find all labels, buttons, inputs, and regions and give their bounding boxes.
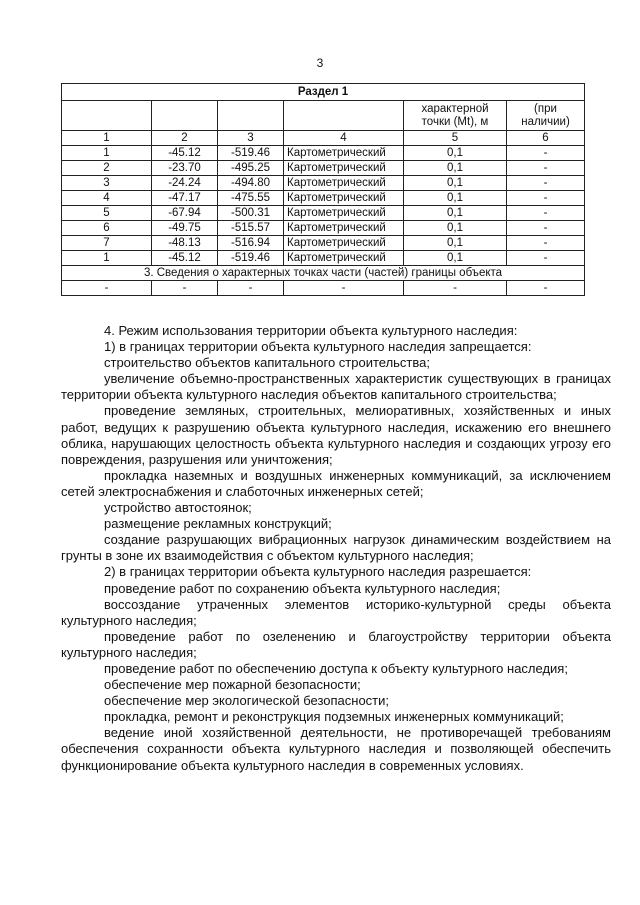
paragraph: размещение рекламных конструкций; <box>104 516 332 532</box>
header-row <box>62 101 585 131</box>
table-row <box>62 221 585 236</box>
point-number: 5 <box>62 206 152 221</box>
paragraph: прокладка, ремонт и реконструкция подземных инженерных коммуникаций; <box>104 709 564 725</box>
table-row <box>62 176 585 191</box>
section-title: Раздел 1 <box>62 84 585 101</box>
description: - <box>507 146 585 161</box>
header-cell <box>284 101 404 131</box>
coord-x: -23.70 <box>152 161 218 176</box>
paragraph: 1) в границах территории объекта культурного наследия запрещается: <box>104 339 532 355</box>
method: Картометрический <box>284 251 404 266</box>
precision: 0,1 <box>404 221 507 236</box>
table-row <box>62 146 585 161</box>
coord-y: -519.46 <box>218 146 284 161</box>
column-numbers-row <box>62 131 585 146</box>
point-number: 4 <box>62 191 152 206</box>
point-number: 7 <box>62 236 152 251</box>
description: - <box>507 221 585 236</box>
paragraph: строительство объектов капитального строительства; <box>104 355 430 371</box>
method: Картометрический <box>284 236 404 251</box>
table-row <box>62 191 585 206</box>
description: - <box>507 176 585 191</box>
regime-text <box>61 323 611 774</box>
paragraph: 2) в границах территории объекта культурного наследия разрешается: <box>104 564 532 580</box>
column-number: 1 <box>62 131 152 146</box>
paragraph: создание разрушающих вибрационных нагрузок динамическим воздействием на грунты в зоне их взаимодействия с объектом культурного наследия; <box>61 532 611 564</box>
coord-y: -515.57 <box>218 221 284 236</box>
part3-cell: - <box>62 281 152 296</box>
coord-y: -516.94 <box>218 236 284 251</box>
precision: 0,1 <box>404 236 507 251</box>
paragraph: ведение иной хозяйственной деятельности, не противоречащей требованиям обеспечения сохранности объекта культурного наследия и позволяющей обеспечить функционирование объекта культурного наследия в современных условиях. <box>61 725 611 773</box>
table-row <box>62 206 585 221</box>
point-number: 3 <box>62 176 152 191</box>
method: Картометрический <box>284 206 404 221</box>
header-cell <box>152 101 218 131</box>
table-row <box>62 236 585 251</box>
point-number: 1 <box>62 146 152 161</box>
paragraph: проведение работ по озеленению и благоустройству территории объекта культурного наследия; <box>61 628 611 660</box>
column-number: 5 <box>404 131 507 146</box>
point-number: 2 <box>62 161 152 176</box>
precision: 0,1 <box>404 191 507 206</box>
description: - <box>507 191 585 206</box>
coord-y: -475.55 <box>218 191 284 206</box>
part3-row <box>62 281 585 296</box>
precision: 0,1 <box>404 161 507 176</box>
coord-x: -24.24 <box>152 176 218 191</box>
part3-cell: - <box>152 281 218 296</box>
paragraph: проведение земляных, строительных, мелиоративных, хозяйственных и иных работ, ведущих к разрушению объекта культурного наследия, искажению его внешнего облика, нарушающих целостность объекта культурного наследия и создающих угрозу его повреждения, разрушения или уничтожения; <box>61 403 611 467</box>
coord-x: -47.17 <box>152 191 218 206</box>
paragraph: проведение работ по обеспечению доступа к объекту культурного наследия; <box>104 660 568 676</box>
paragraph: воссоздание утраченных элементов историко-культурной среды объекта культурного наследия; <box>61 596 611 628</box>
coord-y: -494.80 <box>218 176 284 191</box>
part3-title: 3. Сведения о характерных точках части (частей) границы объекта <box>62 266 585 281</box>
coord-x: -48.13 <box>152 236 218 251</box>
description: - <box>507 161 585 176</box>
description: - <box>507 206 585 221</box>
paragraph: проведение работ по сохранению объекта культурного наследия; <box>104 580 501 596</box>
header-precision: характерной точки (Mt), м <box>404 101 507 131</box>
description: - <box>507 251 585 266</box>
method: Картометрический <box>284 191 404 206</box>
coord-x: -45.12 <box>152 251 218 266</box>
coord-y: -500.31 <box>218 206 284 221</box>
table-row <box>62 161 585 176</box>
part3-cell: - <box>507 281 585 296</box>
header-description: (при наличии) <box>507 101 585 131</box>
coord-x: -49.75 <box>152 221 218 236</box>
paragraph: обеспечение мер экологической безопасности; <box>104 693 390 709</box>
part3-cell: - <box>404 281 507 296</box>
point-number: 6 <box>62 221 152 236</box>
part3-cell: - <box>284 281 404 296</box>
column-number: 4 <box>284 131 404 146</box>
coord-x: -45.12 <box>152 146 218 161</box>
column-number: 2 <box>152 131 218 146</box>
part3-cell: - <box>218 281 284 296</box>
paragraph: прокладка наземных и воздушных инженерных коммуникаций, за исключением сетей электроснабжения и слаботочных инженерных сетей; <box>61 467 611 499</box>
part3-title-row <box>62 266 585 281</box>
method: Картометрический <box>284 176 404 191</box>
precision: 0,1 <box>404 206 507 221</box>
header-cell <box>62 101 152 131</box>
coord-y: -519.46 <box>218 251 284 266</box>
method: Картометрический <box>284 221 404 236</box>
description: - <box>507 236 585 251</box>
section-title-row <box>62 84 585 101</box>
page-number: 3 <box>316 56 324 70</box>
method: Картометрический <box>284 161 404 176</box>
header-cell <box>218 101 284 131</box>
precision: 0,1 <box>404 146 507 161</box>
point-number: 1 <box>62 251 152 266</box>
coord-y: -495.25 <box>218 161 284 176</box>
section-heading: 4. Режим использования территории объекта культурного наследия: <box>104 323 518 338</box>
table-row <box>62 251 585 266</box>
paragraph: обеспечение мер пожарной безопасности; <box>104 677 361 693</box>
coordinates-table <box>61 83 585 296</box>
method: Картометрический <box>284 146 404 161</box>
column-number: 3 <box>218 131 284 146</box>
paragraph: увеличение объемно-пространственных характеристик существующих в границах территории объекта культурного наследия объектов капитального строительства; <box>61 371 611 403</box>
column-number: 6 <box>507 131 585 146</box>
precision: 0,1 <box>404 176 507 191</box>
precision: 0,1 <box>404 251 507 266</box>
paragraph: устройство автостоянок; <box>104 500 252 516</box>
coord-x: -67.94 <box>152 206 218 221</box>
